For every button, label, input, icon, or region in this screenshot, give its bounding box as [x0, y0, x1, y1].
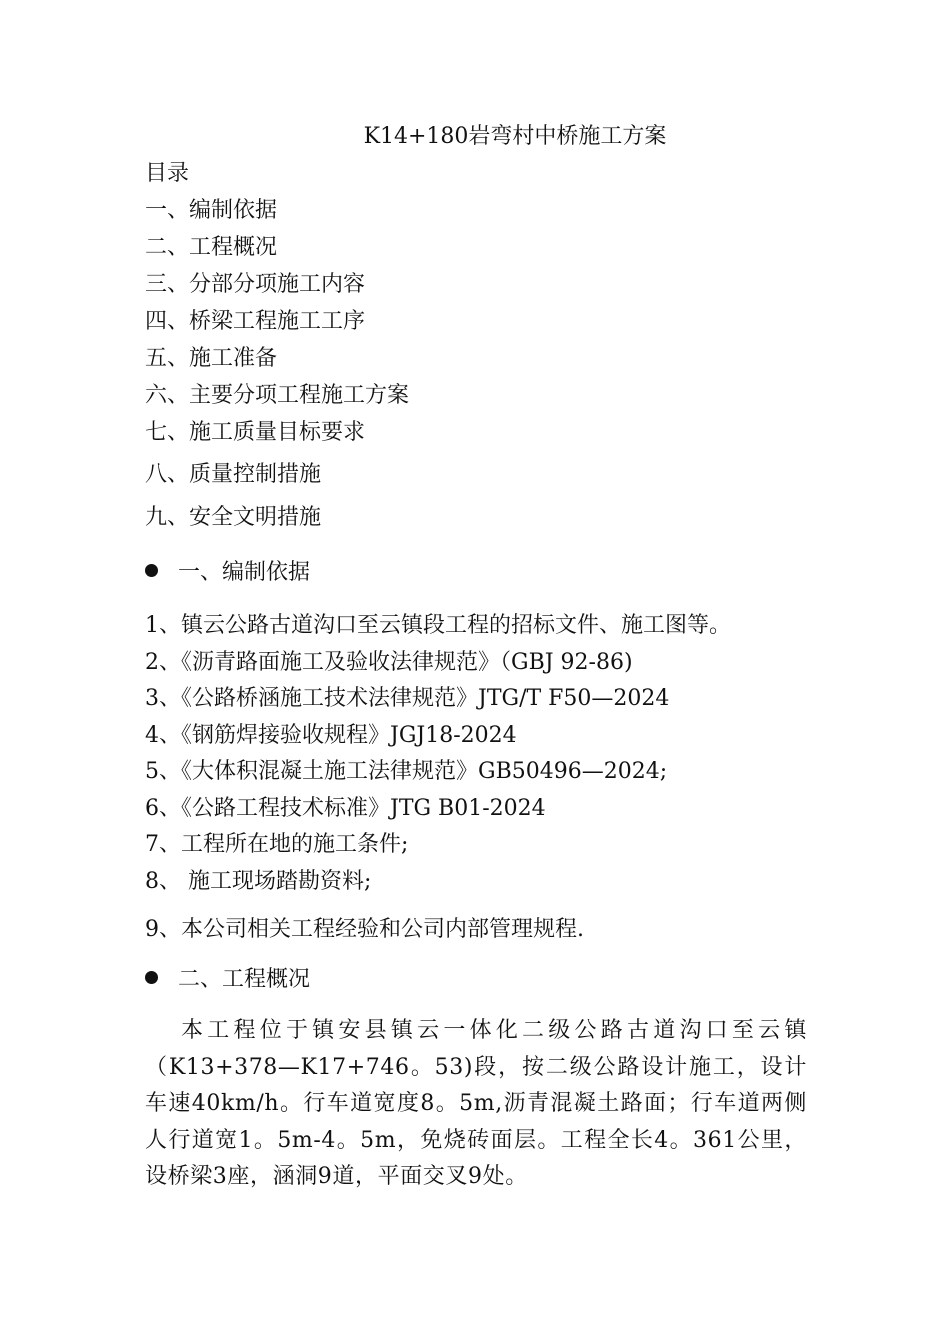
- document-title: K14+180岩弯村中桥施工方案: [363, 124, 667, 149]
- reference-item-4: 4、《钢筋焊接验收规程》JGJ18-2024: [145, 723, 517, 748]
- bullet-icon: [145, 564, 158, 577]
- toc-item-1: 一、编制依据: [145, 198, 278, 223]
- section-1-heading-text: 一、编制依据: [178, 560, 311, 585]
- reference-item-3: 3、《公路桥涵施工技术法律规范》JTG/T F50—2024: [145, 686, 670, 711]
- reference-item-6: 6、《公路工程技术标准》JTG B01-2024: [145, 796, 546, 821]
- section-2-heading: [145, 965, 310, 995]
- reference-item-8: 8、 施工现场踏勘资料;: [145, 869, 372, 894]
- toc-item-9: 九、安全文明措施: [145, 505, 322, 530]
- toc-item-6: 六、主要分项工程施工方案: [145, 383, 410, 408]
- section-1-heading: [145, 558, 310, 588]
- project-overview-paragraph: 本工程位于镇安县镇云一体化二级公路古道沟口至云镇（K13+378—K17+746。53)段，按二级公路设计施工，设计车速40km/h。行车道宽度8。5m,沥青混凝土路面；行车道两侧人行道宽1。5m-4。5m，免烧砖面层。工程全长4。361公里，设桥梁3座，涵洞9道，平面交叉9处。: [145, 1018, 807, 1189]
- reference-item-9: 9、本公司相关工程经验和公司内部管理规程.: [145, 917, 584, 942]
- toc-item-3: 三、分部分项施工内容: [145, 272, 366, 297]
- reference-item-2: 2、《沥青路面施工及验收法律规范》（GBJ 92-86): [145, 650, 633, 675]
- reference-item-7: 7、工程所在地的施工条件;: [145, 832, 409, 857]
- reference-item-5: 5、《大体积混凝土施工法律规范》GB50496—2024;: [145, 759, 668, 784]
- reference-item-1: 1、镇云公路古道沟口至云镇段工程的招标文件、施工图等。: [145, 613, 731, 638]
- toc-item-5: 五、施工准备: [145, 346, 278, 371]
- section-2-heading-text: 二、工程概况: [178, 967, 311, 992]
- toc-item-7: 七、施工质量目标要求: [145, 420, 366, 445]
- toc-heading: 目录: [145, 161, 190, 186]
- toc-item-4: 四、桥梁工程施工工序: [145, 309, 366, 334]
- bullet-icon: [145, 971, 158, 984]
- toc-item-8: 八、质量控制措施: [145, 462, 322, 487]
- toc-item-2: 二、工程概况: [145, 235, 278, 260]
